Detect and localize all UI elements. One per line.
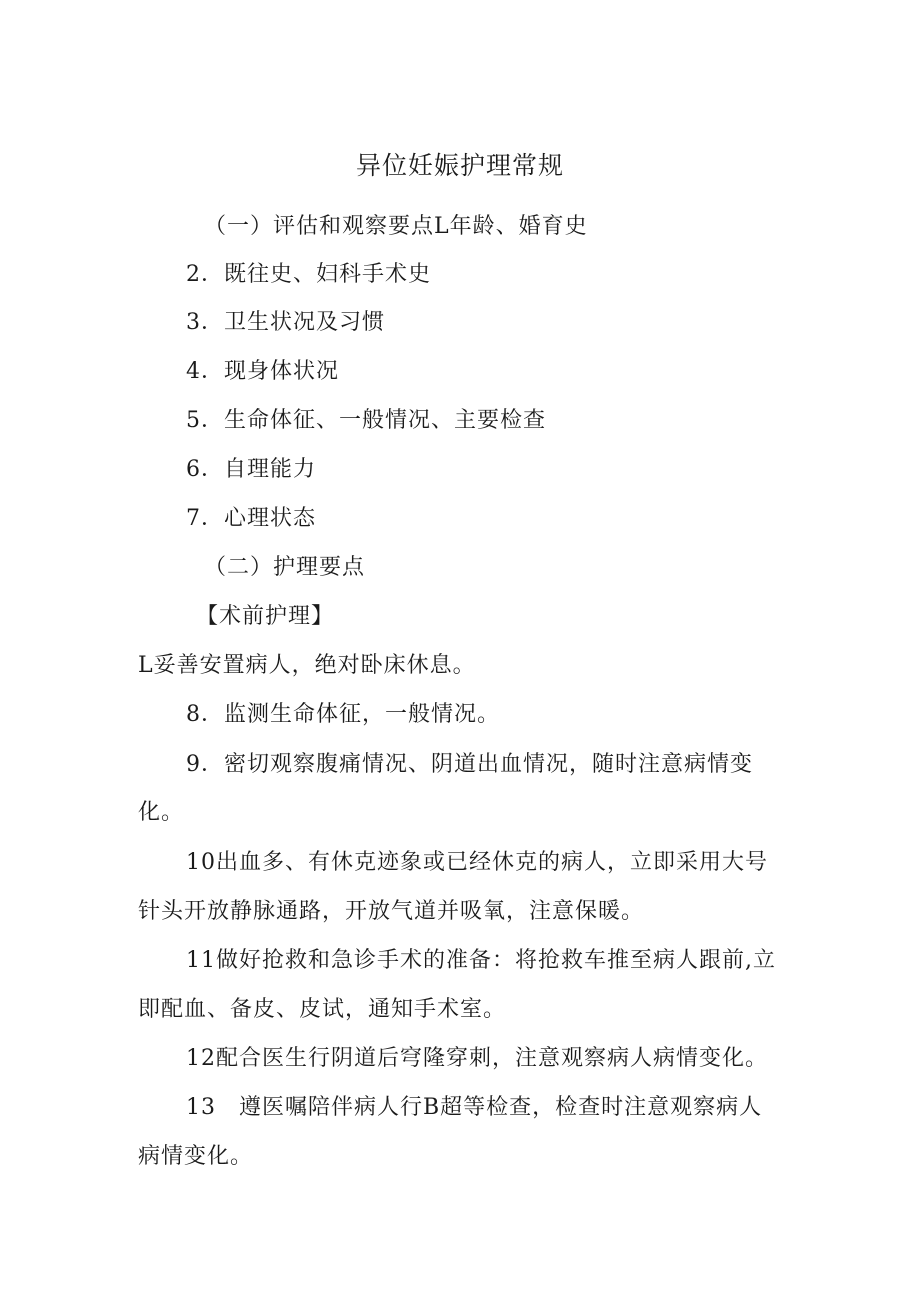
list-item: 11做好抢救和急诊手术的准备：将抢救车推至病人跟前,立	[186, 948, 776, 973]
list-item-continuation: 化。	[138, 800, 185, 825]
list-item-continuation: 针头开放静脉通路，开放气道并吸氧，注意保暖。	[138, 899, 645, 924]
section-2-heading: （二）护理要点	[204, 555, 366, 580]
document-title: 异位妊娠护理常规	[355, 151, 564, 180]
list-item: 3．卫生状况及习惯	[186, 310, 385, 335]
list-item: 4．现身体状况	[186, 359, 339, 384]
list-item: 5．生命体征、一般情况、主要检查	[186, 408, 546, 433]
list-item: 12配合医生行阴道后穹隆穿刺，注意观察病人病情变化。	[186, 1046, 768, 1071]
list-item-continuation: 病情变化。	[138, 1144, 254, 1169]
list-item: 13 遵医嘱陪伴病人行B超等检查，检查时注意观察病人	[186, 1095, 763, 1120]
list-item: 6．自理能力	[186, 457, 316, 482]
list-item-continuation: 即配血、备皮、皮试，通知手术室。	[138, 997, 507, 1022]
list-item: L妥善安置病人，绝对卧床休息。	[138, 653, 476, 678]
list-item: 10出血多、有休克迹象或已经休克的病人，立即采用大号	[186, 850, 768, 875]
list-item: 2．既往史、妇科手术史	[186, 262, 431, 287]
subsection-heading: 【术前护理】	[196, 604, 335, 629]
list-item: 9．密切观察腹痛情况、阴道出血情况，随时注意病情变	[186, 752, 753, 777]
section-1-heading: （一）评估和观察要点L年龄、婚育史	[204, 214, 588, 239]
list-item: 7．心理状态	[186, 506, 316, 531]
list-item: 8．监测生命体征，一般情况。	[186, 702, 500, 727]
